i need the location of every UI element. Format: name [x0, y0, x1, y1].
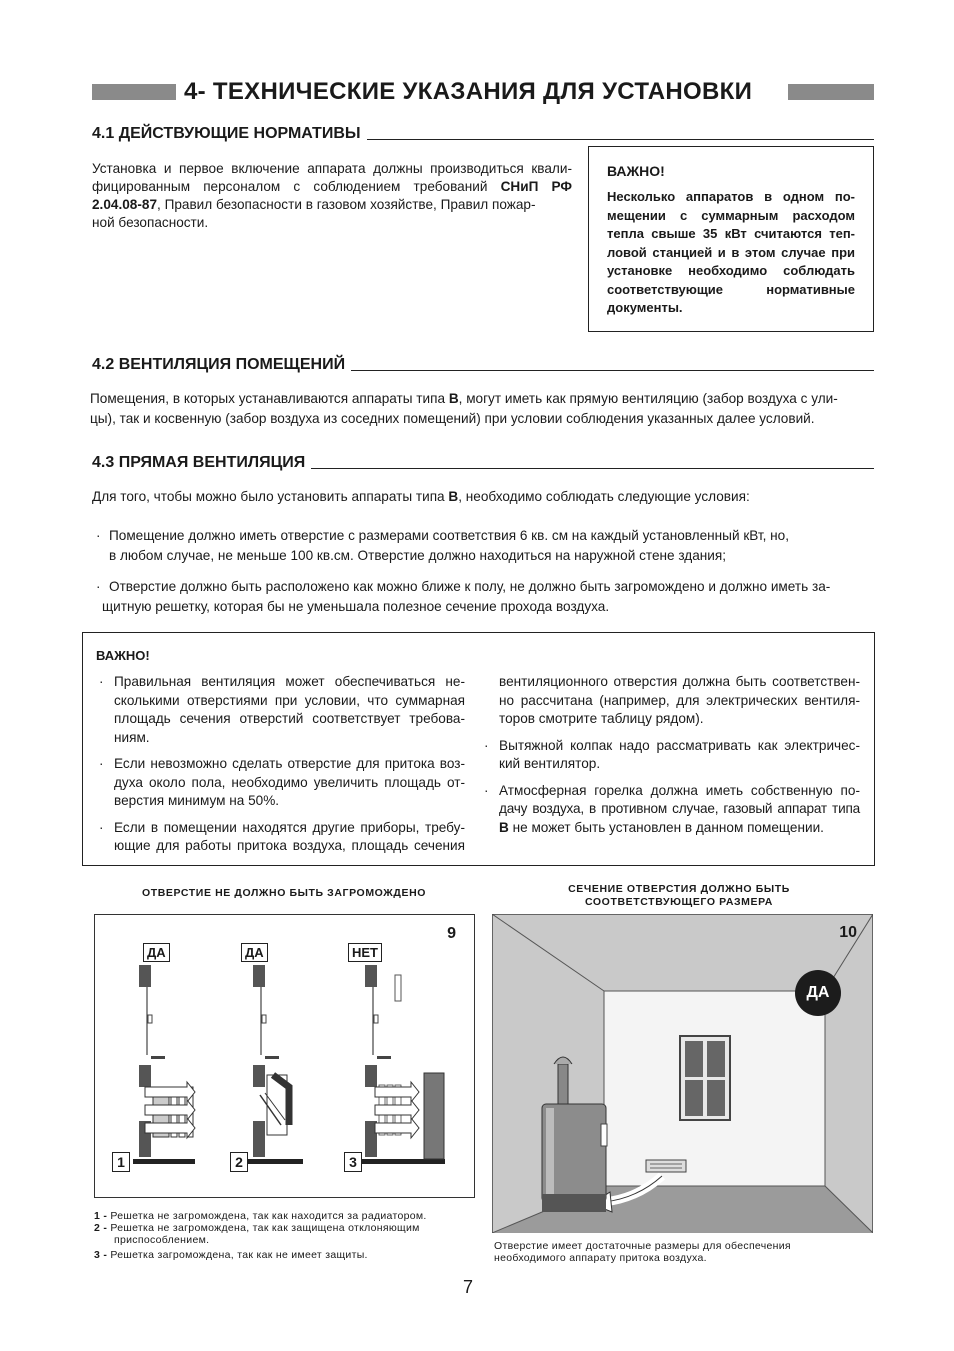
text-line: верстия минимум на 50%.	[114, 793, 280, 808]
text-line: вентиляционного отверстия должна быть соответствен-	[499, 674, 860, 689]
text-line: дачу воздуха, в противном случае, газовый аппарат типа	[499, 801, 860, 816]
bullet-dot: ·	[99, 674, 104, 689]
norm-ref: СНиП РФ	[500, 179, 572, 194]
page-number: 7	[463, 1277, 474, 1297]
figure-number: 9	[447, 925, 456, 942]
text-line: Несколько аппаратов в одном по-	[607, 189, 855, 204]
text-line: , Правил безопасности в газовом хозяйстве, Правил пожар-	[157, 197, 536, 212]
section-4-3-heading	[92, 454, 874, 474]
list-item	[484, 782, 860, 838]
section-4-1-text	[92, 160, 572, 232]
note-text: приспособлением.	[114, 1234, 210, 1246]
tag-no-3: НЕТ	[348, 943, 382, 962]
text-line: но рассчитана (например, для электрических вентиля-	[499, 692, 860, 708]
type-b: B	[499, 819, 509, 835]
title-bar-right	[788, 84, 874, 100]
text-line: Правильная вентиляция может обеспечиваться не-	[114, 674, 465, 689]
text-line: ной безопасности.	[92, 215, 209, 230]
text-line: площадь сечения отверстий соответствует требова-	[114, 711, 465, 726]
list-item	[99, 755, 465, 811]
note-text: Решетка не загромождена, так как защищена отклоняющим	[110, 1222, 420, 1234]
section-4-3-intro	[92, 488, 750, 506]
type-b: B	[448, 391, 459, 406]
list-item-continued	[484, 673, 860, 729]
important-heading: ВАЖНО!	[607, 163, 665, 179]
bullet-dot: ·	[96, 579, 101, 594]
text-line: Атмосферная горелка должна иметь собственную по-	[499, 782, 860, 798]
text-line: фицированным персоналом с соблюдением требований	[92, 179, 501, 194]
note-number: 3 -	[94, 1249, 108, 1261]
figure-10-note	[494, 1240, 874, 1264]
section-4-1-heading	[92, 125, 874, 145]
important-heading: ВАЖНО!	[96, 648, 150, 663]
bullet-item-2	[96, 577, 876, 617]
text-line: торов смотрите таблицу рядом).	[499, 711, 704, 726]
section-4-2-text	[90, 389, 876, 429]
text-line: Отверстие должно быть расположено как можно ближе к полу, не должно быть загромождено и должно иметь за-	[109, 579, 831, 594]
list-item	[99, 819, 465, 856]
bullet-dot: ·	[99, 819, 104, 835]
tag-yes-1: ДА	[143, 943, 170, 962]
text-line: Помещение должно иметь отверстие с размерами соответствия 6 кв. см на каждый установленный кВт, но,	[109, 528, 790, 543]
text-line: сколькими отверстиями при условии, что суммарная	[114, 692, 465, 708]
text-line: ловой станцией и в этом случае при	[607, 244, 855, 260]
section-title: 4.3 ПРЯМАЯ ВЕНТИЛЯЦИЯ	[92, 454, 311, 472]
note-text: Решетка загромождена, так как не имеет защиты.	[110, 1249, 368, 1261]
text-line: Установка и первое включение аппарата должны производиться квали-	[92, 161, 572, 176]
title-row	[92, 78, 874, 108]
text-line: мещении с суммарным расходом	[607, 207, 855, 223]
text-part: Для того, чтобы можно было установить аппараты типа	[92, 489, 449, 504]
type-b: B	[448, 489, 459, 504]
text-line: ниям.	[114, 729, 150, 745]
list-item	[484, 737, 860, 774]
bullet-item-1	[96, 526, 876, 566]
tag-yes-2: ДА	[241, 943, 268, 962]
text-part: , необходимо соблюдать следующие условия:	[458, 489, 750, 504]
section-title: 4.1 ДЕЙСТВУЮЩИЕ НОРМАТИВЫ	[92, 125, 367, 143]
text-line: соответствующие нормативные	[607, 281, 855, 297]
figure-9-notes	[94, 1210, 474, 1261]
important-right-column	[484, 673, 860, 845]
figure-10	[492, 914, 873, 1233]
text-part: , могут иметь как прямую вентиляцию (забор воздуха с ули-	[458, 391, 838, 406]
list-item	[99, 673, 465, 747]
section-title: 4.2 ВЕНТИЛЯЦИЯ ПОМЕЩЕНИЙ	[92, 356, 351, 374]
title-bar-left	[92, 84, 176, 100]
important-text	[607, 188, 855, 318]
figure-number: 10	[839, 924, 857, 941]
text-line: Если в помещении находятся другие приборы, требу-	[114, 819, 465, 835]
text-line: тепла свыше 35 кВт считаются теп-	[607, 226, 855, 241]
note-text: Отверстие имеет достаточные размеры для обеспечения	[494, 1240, 791, 1252]
text-part: Помещения, в которых устанавливаются аппараты типа	[90, 391, 449, 406]
important-left-column	[99, 673, 465, 864]
figure-label-2: 2	[230, 1152, 248, 1172]
note-number: 1 -	[94, 1210, 108, 1222]
bullet-dot: ·	[96, 528, 101, 543]
important-box-2	[82, 632, 875, 866]
text-line: в любом случае, не меньше 100 кв.см. Отверстие должно находиться на наружной стене здания;	[109, 548, 727, 563]
note-text: необходимого аппарату притока воздуха.	[494, 1252, 707, 1264]
text-part: не может быть установлен в данном помещении.	[508, 819, 824, 835]
text-line: Вытяжной колпак надо рассматривать как электричес-	[499, 737, 860, 753]
text-line: кий вентилятор.	[499, 756, 601, 771]
yes-badge: ДА	[795, 970, 841, 1016]
text-line: Если невозможно сделать отверстие для притока воз-	[114, 756, 465, 771]
caption-line: СЕЧЕНИЕ ОТВЕРСТИЯ ДОЛЖНО БЫТЬ	[568, 883, 790, 895]
norm-ref-number: 2.04.08-87	[92, 197, 158, 212]
section-4-2-heading	[92, 356, 874, 376]
figure-9	[94, 914, 475, 1198]
bullet-dot: ·	[484, 737, 489, 753]
text-line: духа около пола, необходимо увеличить площадь от-	[114, 774, 465, 790]
figure-9-caption: ОТВЕРСТИЕ НЕ ДОЛЖНО БЫТЬ ЗАГРОМОЖДЕНО	[141, 887, 427, 899]
text-line: установке необходимо соблюдать	[607, 263, 855, 278]
text-line: щитную решетку, которая бы не уменьшала полезное сечение прохода воздуха.	[102, 599, 610, 614]
figure-label-3: 3	[344, 1152, 362, 1172]
text-line: цы), так и косвенную (забор воздуха из соседних помещений) при условии соблюдения указанных далее условий.	[90, 411, 815, 426]
figure-label-1: 1	[112, 1152, 130, 1172]
figure-10-caption	[494, 883, 864, 909]
important-box-1	[588, 146, 874, 332]
figure-10-drawing	[492, 914, 873, 1233]
page-title: 4- ТЕХНИЧЕСКИЕ УКАЗАНИЯ ДЛЯ УСТАНОВКИ	[184, 78, 753, 105]
text-line: документы.	[607, 300, 683, 315]
caption-line: СООТВЕТСТВУЮЩЕГО РАЗМЕРА	[584, 896, 773, 908]
bullet-dot: ·	[99, 756, 104, 771]
note-number: 2 -	[94, 1222, 108, 1234]
note-text: Решетка не загромождена, так как находится за радиатором.	[110, 1210, 427, 1222]
text-line: ющие для работы притока воздуха, площадь сечения	[114, 838, 465, 853]
bullet-dot: ·	[484, 782, 489, 798]
